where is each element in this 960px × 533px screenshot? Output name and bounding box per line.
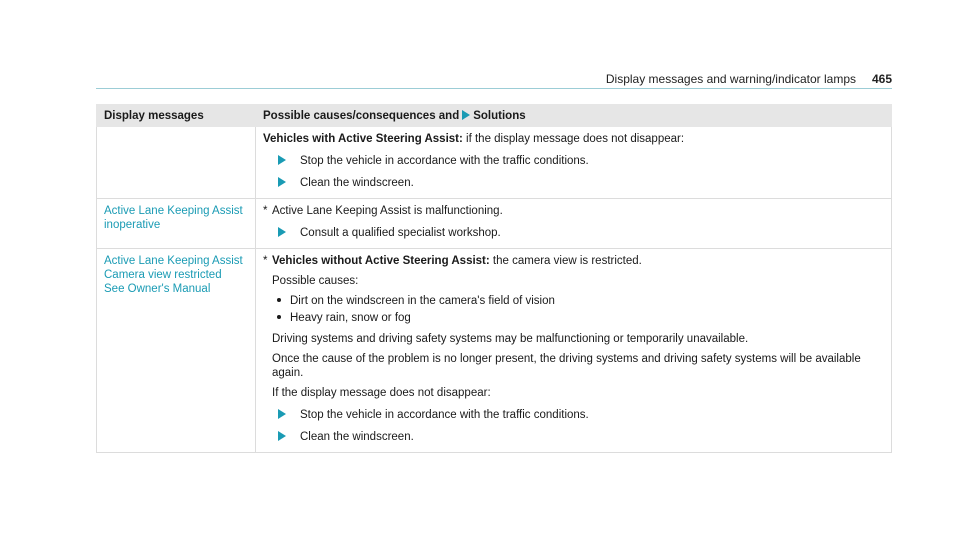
- message-line: Active Lane Keeping Assist: [104, 255, 243, 267]
- table-header-row: [97, 105, 892, 127]
- message-line: Camera view restricted: [104, 269, 222, 281]
- solution-step: [278, 408, 885, 422]
- solution-cell: [256, 199, 892, 249]
- paragraph: Driving systems and driving safety systems may be malfunctioning or temporarily unavailable.: [272, 333, 749, 345]
- paragraph: If the display message does not disappear:: [272, 387, 491, 399]
- message-cell: [97, 199, 256, 249]
- optional-star: *: [263, 205, 268, 217]
- message-line: Active Lane Keeping Assist: [104, 205, 243, 217]
- page-number: 465: [871, 72, 892, 86]
- header-title: Display messages and warning/indicator lamps: [605, 72, 856, 86]
- cause-text: Active Lane Keeping Assist is malfunctioning.: [272, 205, 503, 217]
- bullet-text: Heavy rain, snow or fog: [290, 312, 411, 324]
- solution-cell: [256, 127, 892, 199]
- arrow-right-icon: [462, 110, 470, 120]
- step-text: Clean the windscreen.: [300, 177, 414, 189]
- cause-bullet: [277, 294, 885, 308]
- step-text: Consult a qualified specialist workshop.: [300, 227, 501, 239]
- message-line: inoperative: [104, 219, 161, 231]
- message-cell: [97, 249, 256, 453]
- step-text: Stop the vehicle in accordance with the traffic conditions.: [300, 155, 589, 167]
- page-header: [96, 72, 892, 89]
- lead-text: the camera view is restricted.: [489, 255, 642, 267]
- arrow-right-icon: [278, 431, 286, 441]
- causes-label: Possible causes:: [272, 275, 359, 287]
- bullet-icon: [277, 315, 281, 319]
- col-header-display-messages: Display messages: [97, 105, 256, 127]
- bullet-text: Dirt on the windscreen in the camera's field of vision: [290, 295, 555, 307]
- solution-step: [278, 176, 885, 190]
- paragraph: Once the cause of the problem is no longer present, the driving systems and driving safety systems will be available again.: [272, 353, 861, 379]
- cause-bullet: [277, 311, 885, 325]
- optional-star: *: [263, 255, 268, 267]
- row1-lead: [263, 132, 885, 146]
- table-row: [97, 127, 892, 199]
- col-header-causes-solutions: [256, 105, 892, 127]
- arrow-right-icon: [278, 409, 286, 419]
- bullet-icon: [277, 298, 281, 302]
- arrow-right-icon: [278, 155, 286, 165]
- step-text: Clean the windscreen.: [300, 431, 414, 443]
- solution-cell: [256, 249, 892, 453]
- col2-header-solutions: Solutions: [473, 110, 526, 122]
- solution-step: [278, 430, 885, 444]
- message-cell-empty: [97, 127, 256, 199]
- row3-lead: [263, 254, 885, 268]
- step-text: Stop the vehicle in accordance with the traffic conditions.: [300, 409, 589, 421]
- solution-step: [278, 226, 885, 240]
- message-line: See Owner's Manual: [104, 283, 211, 295]
- display-messages-table: [96, 104, 892, 453]
- col2-header-text: Possible causes/consequences and: [263, 110, 460, 122]
- lead-bold: Vehicles with Active Steering Assist:: [263, 133, 463, 145]
- arrow-right-icon: [278, 227, 286, 237]
- lead-text: if the display message does not disappear:: [462, 133, 685, 145]
- lead-bold: Vehicles without Active Steering Assist:: [272, 255, 490, 267]
- table-row: [97, 199, 892, 249]
- arrow-right-icon: [278, 177, 286, 187]
- solution-step: [278, 154, 885, 168]
- row2-text: [263, 204, 885, 218]
- table-row: [97, 249, 892, 453]
